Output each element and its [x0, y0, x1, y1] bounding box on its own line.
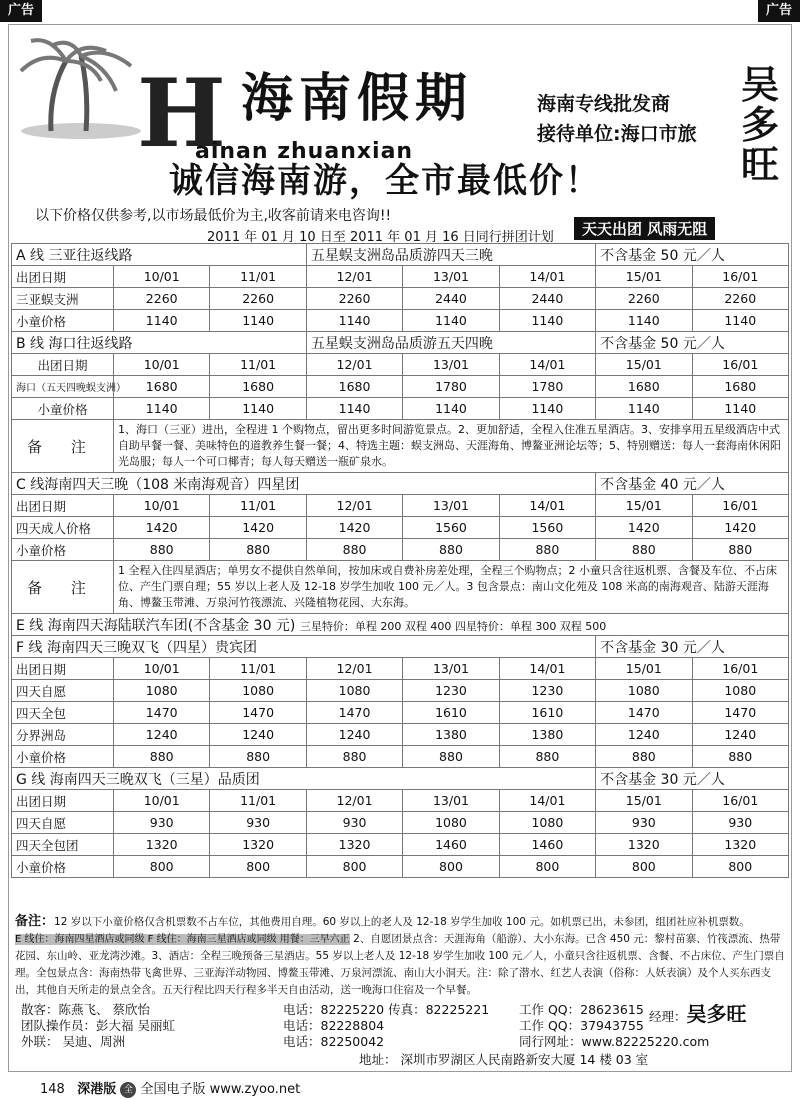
price-cell: 13/01: [403, 495, 499, 517]
price-cell: 800: [210, 856, 306, 878]
line-f-title: F 线 海南四天三晚双飞（四星）贵宾团: [12, 636, 596, 658]
brand-subtitle-1: 海南专线批发商: [537, 93, 671, 115]
price-cell: 800: [596, 856, 692, 878]
brand-subtitle-2: 接待单位:海口市旅: [537, 123, 697, 145]
row-label: 小童价格: [12, 398, 114, 420]
price-cell: 930: [596, 812, 692, 834]
price-cell: 930: [114, 812, 210, 834]
line-c-title: C 线海南四天三晚（108 米南海观音）四星团: [12, 473, 596, 495]
price-cell: 1560: [499, 517, 595, 539]
line-b-desc: 五星蜈支洲岛品质游五天四晚: [306, 332, 595, 354]
ad-frame: [8, 24, 792, 1072]
price-cell: 10/01: [114, 354, 210, 376]
price-cell: 800: [403, 856, 499, 878]
site-url: 全国电子版 www.zyoo.net: [140, 1082, 301, 1097]
price-cell: 930: [210, 812, 306, 834]
price-cell: 12/01: [306, 790, 402, 812]
price-cell: 10/01: [114, 790, 210, 812]
ad-tag-left: 广告: [0, 0, 42, 22]
price-cell: 12/01: [306, 354, 402, 376]
price-cell: 12/01: [306, 658, 402, 680]
price-cell: 11/01: [210, 266, 306, 288]
row-label: 四天全包: [12, 702, 114, 724]
row-label: 出团日期: [12, 495, 114, 517]
table-row: [12, 539, 789, 561]
price-cell: 1140: [114, 398, 210, 420]
table-row: [12, 495, 789, 517]
row-label: 小童价格: [12, 310, 114, 332]
price-cell: 2440: [403, 288, 499, 310]
row-label: 四天成人价格: [12, 517, 114, 539]
price-cell: 15/01: [596, 354, 692, 376]
price-cell: 1320: [210, 834, 306, 856]
price-cell: 1080: [210, 680, 306, 702]
footer-line-1: 12 岁以下小童价格仅含机票数不占车位，其他费用自理。60 岁以上的老人及 12-18 岁学生加收 100 元。如机票已出，未参团，组团社应补机票数。: [54, 916, 750, 928]
price-cell: 800: [306, 856, 402, 878]
price-cell: 1080: [499, 812, 595, 834]
page-footer: [40, 1078, 300, 1098]
table-row: [12, 266, 789, 288]
price-cell: 1140: [692, 398, 788, 420]
line-e-extra: 三星特价：单程 200 双程 400 四星特价：单程 300 双程 500: [299, 619, 607, 633]
price-cell: 1680: [692, 376, 788, 398]
row-label: 小童价格: [12, 746, 114, 768]
price-cell: 1470: [596, 702, 692, 724]
price-cell: 14/01: [499, 495, 595, 517]
price-cell: 1140: [210, 310, 306, 332]
line-a-title: A 线 三亚往返线路: [12, 244, 307, 266]
table-row: [12, 517, 789, 539]
table-row: [12, 680, 789, 702]
line-c-note: 1 全程入住四星酒店；单男女不提供自然单间，按加床或自费补房差处理，全程三个购物点；2 小童只含往返机票、含餐及车位、不占床位、产生门票自理；55 岁以上老人及 12-18 岁学生加收 100 元／人。3 包含景点：南山文化苑及 108 米高的南海观音、陆游天涯海角、博鳌玉带滩、万泉河竹筏漂流、兴隆植物花园、大东海。: [114, 561, 789, 614]
manager: [649, 998, 747, 1027]
contact-qq-1: 工作 QQ：28623615: [519, 1002, 644, 1017]
row-label: 出团日期: [12, 658, 114, 680]
row-label: 海口（五天四晚蜈支洲）: [12, 376, 114, 398]
price-cell: 1380: [403, 724, 499, 746]
line-b-note-label: 备 注: [12, 420, 114, 473]
vertical-name: 吴多旺: [740, 63, 779, 187]
price-cell: 880: [210, 746, 306, 768]
line-e-row: [12, 614, 789, 636]
row-label: 小童价格: [12, 539, 114, 561]
line-f-fee: 不含基金 30 元／人: [596, 636, 789, 658]
price-cell: 16/01: [692, 354, 788, 376]
price-cell: 1080: [403, 812, 499, 834]
price-cell: 1420: [210, 517, 306, 539]
price-cell: 1140: [306, 398, 402, 420]
price-cell: 1080: [692, 680, 788, 702]
price-notice: 以下价格仅供参考,以市场最低价为主,收客前请来电咨询!!: [35, 208, 392, 224]
price-cell: 880: [499, 746, 595, 768]
price-cell: 15/01: [596, 266, 692, 288]
price-cell: 10/01: [114, 658, 210, 680]
price-cell: 14/01: [499, 658, 595, 680]
line-g-title: G 线 海南四天三晚双飞（三星）品质团: [12, 768, 596, 790]
price-cell: 880: [306, 746, 402, 768]
price-cell: 1140: [692, 310, 788, 332]
edition: 深港版: [77, 1082, 117, 1097]
price-cell: 1320: [692, 834, 788, 856]
price-cell: 1320: [114, 834, 210, 856]
price-cell: 1230: [403, 680, 499, 702]
price-cell: 1080: [114, 680, 210, 702]
contact-external: 外联： 吴迪、周洲: [21, 1034, 125, 1049]
line-f-rows: [12, 658, 789, 768]
price-cell: 14/01: [499, 266, 595, 288]
price-cell: 12/01: [306, 266, 402, 288]
line-b-note: 1、海口（三亚）进出，全程进 1 个购物点，留出更多时间游览景点。2、更加舒适，全程入住准五星酒店。3、安排享用五星级酒店中式自助早餐一餐、美味特色的道教养生餐一餐；4、特选主题：蜈支洲岛、天涯海角、博鳌亚洲论坛等；5、特别赠送：每人一套海南休闲阳光岛服；每人一个可口椰青；每人每天赠送一瓶矿泉水。: [114, 420, 789, 473]
table-row: [12, 702, 789, 724]
price-cell: 11/01: [210, 354, 306, 376]
price-cell: 1080: [596, 680, 692, 702]
price-cell: 2260: [210, 288, 306, 310]
price-cell: 11/01: [210, 790, 306, 812]
price-cell: 2260: [114, 288, 210, 310]
date-range: 2011 年 01 月 10 日至 2011 年 01 月 16 日同行拼团计划: [207, 230, 554, 245]
price-cell: 15/01: [596, 658, 692, 680]
contact-website: 同行网址：www.82225220.com: [519, 1034, 710, 1049]
table-row: [12, 354, 789, 376]
price-cell: 1240: [692, 724, 788, 746]
price-cell: 1420: [306, 517, 402, 539]
price-cell: 800: [692, 856, 788, 878]
price-cell: 880: [692, 539, 788, 561]
price-cell: 1080: [306, 680, 402, 702]
footer-line-2: 2、自愿团景点含：天涯海角（船游）、大小东海。已含 450 元：黎村苗寨、竹筏漂流、热带花园、东山岭、亚龙湾沙滩。3、酒店：全程三晚预备三星酒店。55 岁以上老人及 12-18 岁学生加收 100 元／人，小童只含往返机票、含餐、不占床位、产生门票自理。全包景点含：海南热带飞禽世界、三亚海洋动物园、博鳌玉带滩、万泉河漂流、南山大小洞天。注：除了潜水、红艺人表演（俗称：人妖表演）及个人买东西支出，其他自天所走的景点全含。五天行程比四天行程多半天自由活动，送一晚海口住宿及一个早餐。: [15, 933, 785, 996]
price-cell: 16/01: [692, 658, 788, 680]
price-cell: 880: [499, 539, 595, 561]
price-cell: 13/01: [403, 354, 499, 376]
table-row: [12, 724, 789, 746]
price-cell: 880: [403, 746, 499, 768]
footer-label: 备注：: [15, 914, 55, 929]
price-cell: 13/01: [403, 658, 499, 680]
price-cell: 880: [306, 539, 402, 561]
price-cell: 1240: [114, 724, 210, 746]
row-label: 四天自愿: [12, 680, 114, 702]
contact-sk: 散客：陈燕飞、 蔡欣怡: [21, 1002, 150, 1017]
price-cell: 15/01: [596, 495, 692, 517]
price-cell: 10/01: [114, 266, 210, 288]
table-row: [12, 812, 789, 834]
line-a-rows: [12, 266, 789, 332]
price-cell: 1780: [403, 376, 499, 398]
table-row: [12, 288, 789, 310]
price-cell: 1470: [306, 702, 402, 724]
price-cell: 930: [306, 812, 402, 834]
price-cell: 880: [596, 539, 692, 561]
price-cell: 1420: [114, 517, 210, 539]
row-label: 出团日期: [12, 354, 114, 376]
price-cell: 880: [114, 539, 210, 561]
contact-address: 地址： 深圳市罗湖区人民南路新安大厦 14 楼 03 室: [359, 1052, 649, 1067]
price-cell: 1680: [114, 376, 210, 398]
line-b-title: B 线 海口往返线路: [12, 332, 307, 354]
price-cell: 1140: [403, 310, 499, 332]
price-cell: 1460: [499, 834, 595, 856]
contact-tel-1: 电话：82225220 传真：82225221: [283, 1002, 490, 1017]
price-cell: 1240: [306, 724, 402, 746]
table-row: [12, 376, 789, 398]
price-cell: 2260: [306, 288, 402, 310]
brand-initial: H: [137, 59, 226, 169]
price-cell: 1780: [499, 376, 595, 398]
contacts: [21, 1000, 791, 1070]
price-cell: 14/01: [499, 354, 595, 376]
footer-notes: [11, 911, 789, 1001]
table-row: [12, 834, 789, 856]
price-cell: 10/01: [114, 495, 210, 517]
table-row: [12, 790, 789, 812]
price-cell: 880: [403, 539, 499, 561]
row-label: 四天全包团: [12, 834, 114, 856]
price-cell: 1140: [499, 398, 595, 420]
line-b-fee: 不含基金 50 元／人: [596, 332, 789, 354]
ad-tag-right: 广告: [758, 0, 800, 22]
page-number: 148: [40, 1082, 65, 1097]
price-cell: 1470: [210, 702, 306, 724]
line-g-fee: 不含基金 30 元／人: [596, 768, 789, 790]
line-c-note-label: 备 注: [12, 561, 114, 614]
line-g-rows: [12, 790, 789, 878]
price-cell: 2260: [596, 288, 692, 310]
price-cell: 1320: [596, 834, 692, 856]
header: [9, 25, 793, 203]
contact-tel-2: 电话：82228804: [283, 1018, 385, 1033]
price-cell: 1460: [403, 834, 499, 856]
price-cell: 1420: [692, 517, 788, 539]
price-cell: 13/01: [403, 266, 499, 288]
price-cell: 11/01: [210, 495, 306, 517]
line-b-rows: [12, 354, 789, 420]
table-row: [12, 856, 789, 878]
price-cell: 1680: [596, 376, 692, 398]
daily-departure-banner: 天天出团 风雨无阻: [574, 217, 715, 240]
price-table: [11, 243, 789, 878]
table-row: [12, 398, 789, 420]
magazine-logo-icon: 全: [120, 1082, 136, 1098]
price-cell: 14/01: [499, 790, 595, 812]
price-cell: 13/01: [403, 790, 499, 812]
line-a-desc: 五星蜈支洲岛品质游四天三晚: [306, 244, 595, 266]
price-cell: 800: [499, 856, 595, 878]
price-cell: 1240: [210, 724, 306, 746]
price-cell: 1320: [306, 834, 402, 856]
price-cell: 930: [692, 812, 788, 834]
price-cell: 15/01: [596, 790, 692, 812]
price-cell: 880: [210, 539, 306, 561]
price-cell: 1680: [306, 376, 402, 398]
price-cell: 1140: [499, 310, 595, 332]
price-cell: 16/01: [692, 266, 788, 288]
line-a-fee: 不含基金 50 元／人: [596, 244, 789, 266]
row-label: 四天自愿: [12, 812, 114, 834]
price-cell: 1610: [403, 702, 499, 724]
price-cell: 1140: [596, 310, 692, 332]
price-cell: 880: [692, 746, 788, 768]
contact-team: 团队操作员：彭大福 吴丽虹: [21, 1018, 175, 1033]
row-label: 三亚蜈支洲: [12, 288, 114, 310]
price-cell: 1140: [306, 310, 402, 332]
price-cell: 1560: [403, 517, 499, 539]
price-cell: 1230: [499, 680, 595, 702]
manager-name: 吴多旺: [686, 1002, 747, 1026]
table-row: [12, 746, 789, 768]
row-label: 出团日期: [12, 266, 114, 288]
price-cell: 16/01: [692, 790, 788, 812]
line-c-fee: 不含基金 40 元／人: [596, 473, 789, 495]
price-cell: 880: [114, 746, 210, 768]
price-cell: 1140: [403, 398, 499, 420]
price-cell: 1420: [596, 517, 692, 539]
table-row: [12, 658, 789, 680]
price-cell: 2440: [499, 288, 595, 310]
price-cell: 880: [596, 746, 692, 768]
price-cell: 800: [114, 856, 210, 878]
price-cell: 16/01: [692, 495, 788, 517]
price-cell: 1680: [210, 376, 306, 398]
line-e-title: E 线 海南四天海陆联汽车团(不含基金 30 元): [16, 617, 296, 634]
price-cell: 12/01: [306, 495, 402, 517]
price-cell: 1610: [499, 702, 595, 724]
manager-label: 经理：: [649, 1009, 687, 1024]
price-cell: 11/01: [210, 658, 306, 680]
price-cell: 1470: [114, 702, 210, 724]
brand-title: 海南假期: [241, 69, 474, 129]
contact-qq-2: 工作 QQ：37943755: [519, 1018, 644, 1033]
row-label: 小童价格: [12, 856, 114, 878]
price-cell: 1140: [210, 398, 306, 420]
slogan: 诚信海南游，全市最低价！: [169, 161, 601, 201]
row-label: 分界洲岛: [12, 724, 114, 746]
footer-highlight: E 线住：海南四星酒店或同级 F 线住：海南三星酒店或同级 用餐：三早六正: [15, 934, 350, 945]
table-row: [12, 310, 789, 332]
price-cell: 1140: [114, 310, 210, 332]
contact-tel-3: 电话：82250042: [283, 1034, 385, 1049]
brand-pinyin: ainan zhuanxian: [195, 139, 414, 164]
line-c-rows: [12, 495, 789, 561]
price-cell: 2260: [692, 288, 788, 310]
price-cell: 1140: [596, 398, 692, 420]
price-cell: 1240: [596, 724, 692, 746]
price-cell: 1380: [499, 724, 595, 746]
row-label: 出团日期: [12, 790, 114, 812]
price-cell: 1470: [692, 702, 788, 724]
